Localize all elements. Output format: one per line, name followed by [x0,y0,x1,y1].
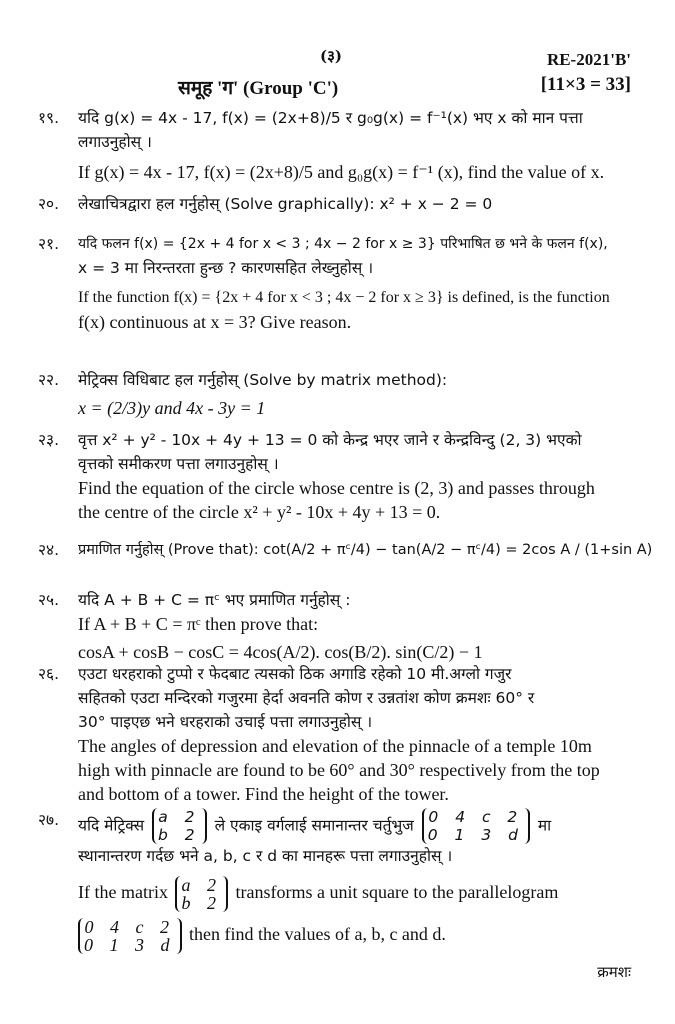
question-number: २६. [38,665,60,683]
question-number: २५. [38,591,60,609]
question-26 [38,662,635,806]
matrix-mid-text: ले एकाइ वर्गलाई समानान्तर चर्तुभुज [214,816,414,835]
matrix-row: a 2 [158,808,201,826]
question-number: १९. [38,109,60,127]
question-text-np: लगाउनुहोस् । [78,133,152,151]
matrix-ab [152,808,207,844]
question-number: २३. [38,431,60,449]
question-text: लेखाचित्रद्वारा हल गर्नुहोस् (Solve graphically): x² + x − 2 = 0 [78,195,493,213]
question-text-np: सहितको एउटा मन्दिरको गजुरमा हेर्दा अवनति कोण र उन्नतांश कोण क्रमशः 60° र [78,689,535,707]
question-21 [38,232,635,334]
question-number: २२. [38,371,60,389]
question-22 [38,368,635,420]
question-number: २१. [38,235,60,253]
question-text-np: x = 3 मा निरन्तरता हुन्छ ? कारणसहित लेख्नुहोस् । [78,259,374,277]
question-text-np: यदि g(x) = 4x - 17, f(x) = (2x+8)/5 र g₀g(x) = f⁻¹(x) भए x को मान पत्ता [78,109,583,127]
question-number: २४. [38,541,60,559]
matrix-row: 0 1 3 d [427,826,524,844]
matrix-lead-text-en: If the matrix [78,882,168,903]
page-number: (३) [320,47,342,65]
group-title: समूह 'ग' (Group 'C') [178,78,339,99]
question-text-en: high with pinnacle are found to be 60° and 30° respectively from the top [78,760,600,780]
question-19 [38,106,635,184]
question-number: २०. [38,195,60,213]
question-text-np: वृत्त x² + y² - 10x + 4y + 13 = 0 को केन्द्र भएर जाने र केन्द्रविन्दु (2, 3) भएको [78,431,582,449]
matrix-row: 0 4 c 2 [84,917,175,937]
question-text-np [78,808,635,844]
question-text-en: and bottom of a tower. Find the height of the tower. [78,784,449,804]
matrix-row: 0 1 3 d [84,935,176,955]
question-23 [38,428,635,524]
question-text-en: Find the equation of the circle whose centre is (2, 3) and passes through [78,478,595,498]
question-27 [38,808,635,954]
question-text-np: वृत्तको समीकरण पत्ता लगाउनुहोस् । [78,455,279,473]
matrix-row: a 2 [181,875,222,895]
question-text-np: स्थानान्तरण गर्दछ भने a, b, c र d का मानहरू पत्ता लगाउनुहोस् । [78,847,453,865]
question-text: मेट्रिक्स विधिबाट हल गर्नुहोस् (Solve by matrix method): [78,371,448,389]
matrix-lead-text: यदि मेट्रिक्स [78,816,145,835]
question-text: प्रमाणित गर्नुहोस् (Prove that): cot(A/2 + πᶜ/4) − tan(A/2 − πᶜ/4) = 2cos A / (1+sin A) [78,542,653,558]
question-24 [38,538,653,562]
group-marks: [11×3 = 33] [540,74,631,95]
question-text-np: एउटा धरहराको टुप्पो र फेदबाट त्यसको ठिक अगाडि रहेको 10 मी.अग्लो गजुर [78,665,512,683]
question-equation: x = (2/3)y and 4x - 3y = 1 [78,398,266,418]
continued-label: क्रमशः [597,963,631,981]
matrix-ab-en [175,876,228,912]
matrix-parallelogram-en [78,918,182,954]
question-text-en: If the function f(x) = {2x + 4 for x < 3 ; 4x − 2 for x ≥ 3} is defined, is the function [78,289,610,306]
question-text-en [78,918,635,954]
matrix-tail-text: मा [537,816,552,835]
question-text-np: यदि A + B + C = πᶜ भए प्रमाणित गर्नुहोस् : [78,591,351,609]
matrix-row: b 2 [158,826,201,844]
question-text-en: If A + B + C = πᶜ then prove that: [78,614,319,634]
question-25 [38,588,635,664]
question-text-en [78,876,635,912]
question-text-np: यदि फलन f(x) = {2x + 4 for x < 3 ; 4x − 2 for x ≥ 3} परिभाषित छ भने के फलन f(x), [78,236,608,252]
question-20 [38,192,635,216]
question-text-en: f(x) continuous at x = 3? Give reason. [78,312,352,332]
paper-code: RE-2021'B' [546,50,631,69]
matrix-row: b 2 [181,893,222,913]
question-text-en: the centre of the circle x² + y² - 10x + 4y + 13 = 0. [78,502,441,522]
matrix-tail-text-en: transforms a unit square to the parallelogram [235,882,559,903]
question-equation: cosA + cosB − cosC = 4cos(A/2). cos(B/2). sin(C/2) − 1 [78,642,483,662]
question-text-en: The angles of depression and elevation of the pinnacle of a temple 10m [78,736,592,756]
matrix-parallelogram [422,808,530,844]
question-text-np: 30° पाइएछ भने धरहराको उचाई पत्ता लगाउनुहोस् । [78,713,373,731]
matrix-row: 0 4 c 2 [428,808,524,826]
question-text-en: If g(x) = 4x - 17, f(x) = (2x+8)/5 and g₀g(x) = f⁻¹ (x), find the value of x. [78,162,605,182]
question-number: २७. [38,811,60,829]
matrix-end-text-en: then find the values of a, b, c and d. [189,924,446,945]
